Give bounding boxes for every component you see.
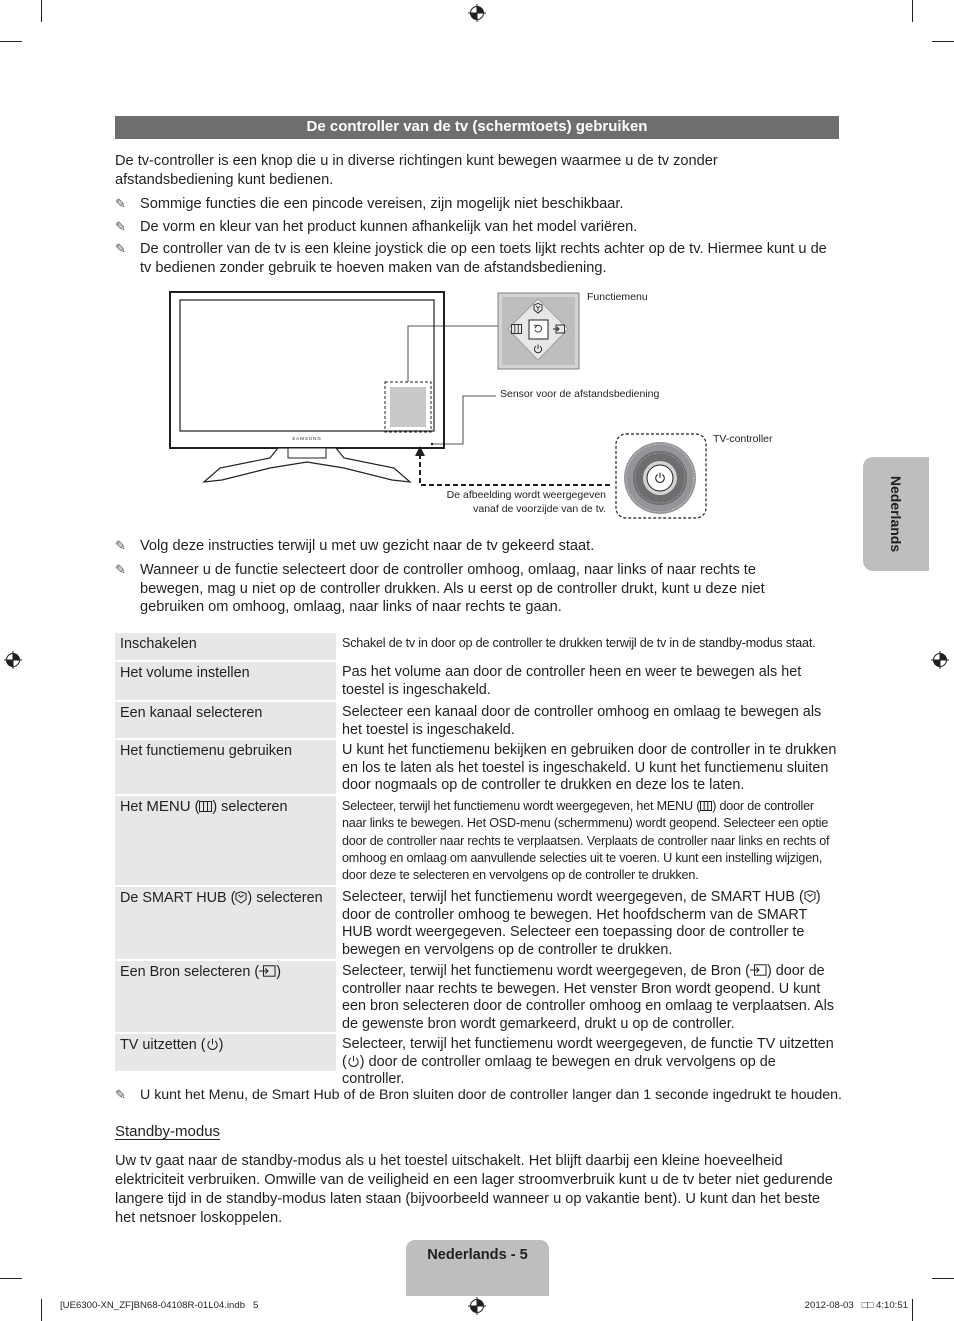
pencil-note-icon: ✎	[115, 196, 126, 211]
note-text: De controller van de tv is een kleine joystick die op een toets lijkt rechts achter op de tv. Hiermee kunt u de tv bedienen zonder gebruik te hoeven maken van de afstandsbediening.	[140, 241, 827, 276]
functiemenu-label: Functiemenu	[587, 291, 648, 303]
tv-brand-label: SAMSUNG	[292, 436, 322, 441]
table-row	[115, 1034, 839, 1088]
table-label: De SMART HUB ( ) selecteren	[115, 887, 336, 959]
pencil-note-icon: ✎	[115, 1087, 126, 1102]
tv-controller-label: TV-controller	[713, 433, 773, 445]
note-text: Wanneer u de functie selecteert door de controller omhoog, omlaag, naar links of naar rechts te bewegen, mag u niet op de controller drukken. Als u eerst op de controller drukt, kunt u deze niet gebruiken om omhoog, omlaag, naar links of naar rechts te gaan.	[140, 562, 765, 615]
registration-mark-icon	[4, 651, 22, 669]
section-title: De controller van de tv (schermtoets) gebruiken	[115, 116, 839, 139]
table-description: Selecteer, terwijl het functiemenu wordt weergegeven, de Bron ( ) door de controller naar rechts te bewegen. Het venster Bron wordt geopend. U kunt een bron selecteren door de controller omhoog en omlaag te verplaatsen. Als de gewenste bron wordt gemarkeerd, drukt u op de controller.	[342, 963, 834, 1032]
footer-file-info: [UE6300-XN_ZF]BN68-04108R-01L04.indb 5	[60, 1300, 259, 1311]
crop-mark	[0, 41, 22, 42]
registration-mark-icon	[468, 4, 486, 22]
table-description: Selecteer, terwijl het functiemenu wordt weergegeven, het MENU ( ) door de controller naar links te bewegen. Het OSD-menu (schermmenu) wordt geopend. Selecteer een optie door de controller naar rechts te verplaatsen. Verplaats de controller naar links en rechts of omhoog en omlaag om aanvullende selecties uit te voeren. U kunt een instelling wijzigen, door deze te selecteren en vervolgens op de controller te drukken.	[342, 799, 830, 883]
menu-icon	[199, 801, 212, 812]
table-description: Selecteer, terwijl het functiemenu wordt weergegeven, de functie TV uitzetten ( ) door de controller omlaag te bewegen en druk vervolgens op de controller.	[342, 1036, 834, 1088]
crop-mark	[41, 0, 42, 22]
table-description: Pas het volume aan door de controller heen en weer te bewegen als het toestel is ingeschakeld.	[342, 664, 802, 698]
registration-mark-icon	[468, 1297, 486, 1315]
table-row	[115, 702, 839, 738]
table-description: Selecteer, terwijl het functiemenu wordt weergegeven, de SMART HUB ( ) door de controller omhoog te bewegen. Het hoofdscherm van de SMART HUB wordt weergegeven. Selecteer een toepassing door de controller te bewegen en vervolgens op de controller te drukken.	[342, 889, 821, 958]
row-divider	[115, 660, 839, 661]
pencil-note-icon: ✎	[115, 562, 126, 577]
table-label: Inschakelen	[115, 633, 336, 660]
source-icon	[259, 965, 276, 977]
power-icon	[347, 1055, 360, 1068]
table-description: Schakel de tv in door op de controller te drukken terwijl de tv in de standby-modus staat.	[342, 636, 816, 650]
table-label: Een Bron selecteren ( )	[115, 961, 336, 1032]
language-side-tab	[863, 457, 929, 571]
pencil-note-icon: ✎	[115, 241, 126, 256]
crop-mark	[41, 1299, 42, 1321]
table-row	[115, 887, 839, 959]
tv-illustration	[160, 286, 800, 522]
table-row	[115, 633, 839, 660]
table-description: Selecteer een kanaal door de controller omhoog en omlaag te bewegen als het toestel is ingeschakeld.	[342, 704, 822, 738]
table-row	[115, 796, 839, 885]
pencil-note-icon: ✎	[115, 219, 126, 234]
crop-mark	[0, 1278, 22, 1279]
diagram-caption-line2: vanaf de voorzijde van de tv.	[473, 503, 606, 515]
side-tab-label: Nederlands	[888, 475, 904, 553]
menu-icon	[700, 801, 712, 811]
table-label: TV uitzetten ( )	[115, 1034, 336, 1071]
note-text: U kunt het Menu, de Smart Hub of de Bron sluiten door de controller langer dan 1 seconde ingedrukt te houden.	[140, 1087, 842, 1103]
controller-power-icon	[654, 472, 666, 484]
table-label: Een kanaal selecteren	[115, 702, 336, 738]
standby-title: Standby-modus	[115, 1123, 221, 1140]
note-text: Sommige functies die een pincode vereisen, zijn mogelijk niet beschikbaar.	[140, 196, 624, 212]
table-row	[115, 662, 839, 700]
source-icon	[750, 964, 767, 976]
footer-timestamp: 2012-08-03 □□ 4:10:51	[804, 1300, 908, 1311]
return-icon	[533, 324, 543, 334]
crop-mark	[912, 1299, 913, 1321]
registration-mark-icon	[931, 651, 949, 669]
page-number-tab	[406, 1240, 549, 1296]
smart-hub-icon	[804, 890, 816, 903]
table-label: Het MENU ( ) selecteren	[115, 796, 336, 885]
table-description: U kunt het functiemenu bekijken en gebruiken door de controller in te drukken en los te laten als het toestel is ingeschakeld. U kunt het functiemenu sluiten door nogmaals op de controller te drukken en deze los te laten.	[342, 742, 837, 794]
table-label: Het functiemenu gebruiken	[115, 740, 336, 794]
table-row	[115, 740, 839, 794]
diagram-caption-line1: De afbeelding wordt weergegeven	[446, 489, 606, 501]
table-row	[115, 961, 839, 1032]
intro-paragraph: De tv-controller is een knop die u in diverse richtingen kunt bewegen waarmee u de tv zonder afstandsbediening kunt bedienen.	[115, 153, 718, 188]
menu-icon	[511, 324, 522, 334]
table-label: Het volume instellen	[115, 662, 336, 700]
standby-paragraph: Uw tv gaat naar de standby-modus als u het toestel uitschakelt. Het blijft daarbij een kleine hoeveelheid elektriciteit verbruiken. Omwille van de veiligheid en een lager stroomverbruik kunt u de tv beter niet gedurende langere tijd in de standby-modus laten staan (bijvoorbeeld wanneer u op vakantie bent). U kunt dan het beste het netsnoer loskoppelen.	[115, 1153, 833, 1226]
crop-mark	[912, 0, 913, 22]
source-icon	[553, 324, 565, 334]
sensor-label: Sensor voor de afstandsbediening	[500, 388, 660, 400]
power-icon	[206, 1038, 219, 1051]
smart-hub-icon	[533, 303, 543, 314]
smart-hub-icon	[235, 891, 247, 904]
page-number: Nederlands - 5	[427, 1247, 528, 1263]
crop-mark	[932, 41, 954, 42]
crop-mark	[932, 1278, 954, 1279]
note-text: De vorm en kleur van het product kunnen afhankelijk van het model variëren.	[140, 219, 638, 235]
note-text: Volg deze instructies terwijl u met uw gezicht naar de tv gekeerd staat.	[140, 538, 595, 554]
pencil-note-icon: ✎	[115, 538, 126, 553]
power-icon	[533, 344, 543, 354]
tv-controller-diagram	[160, 286, 800, 522]
